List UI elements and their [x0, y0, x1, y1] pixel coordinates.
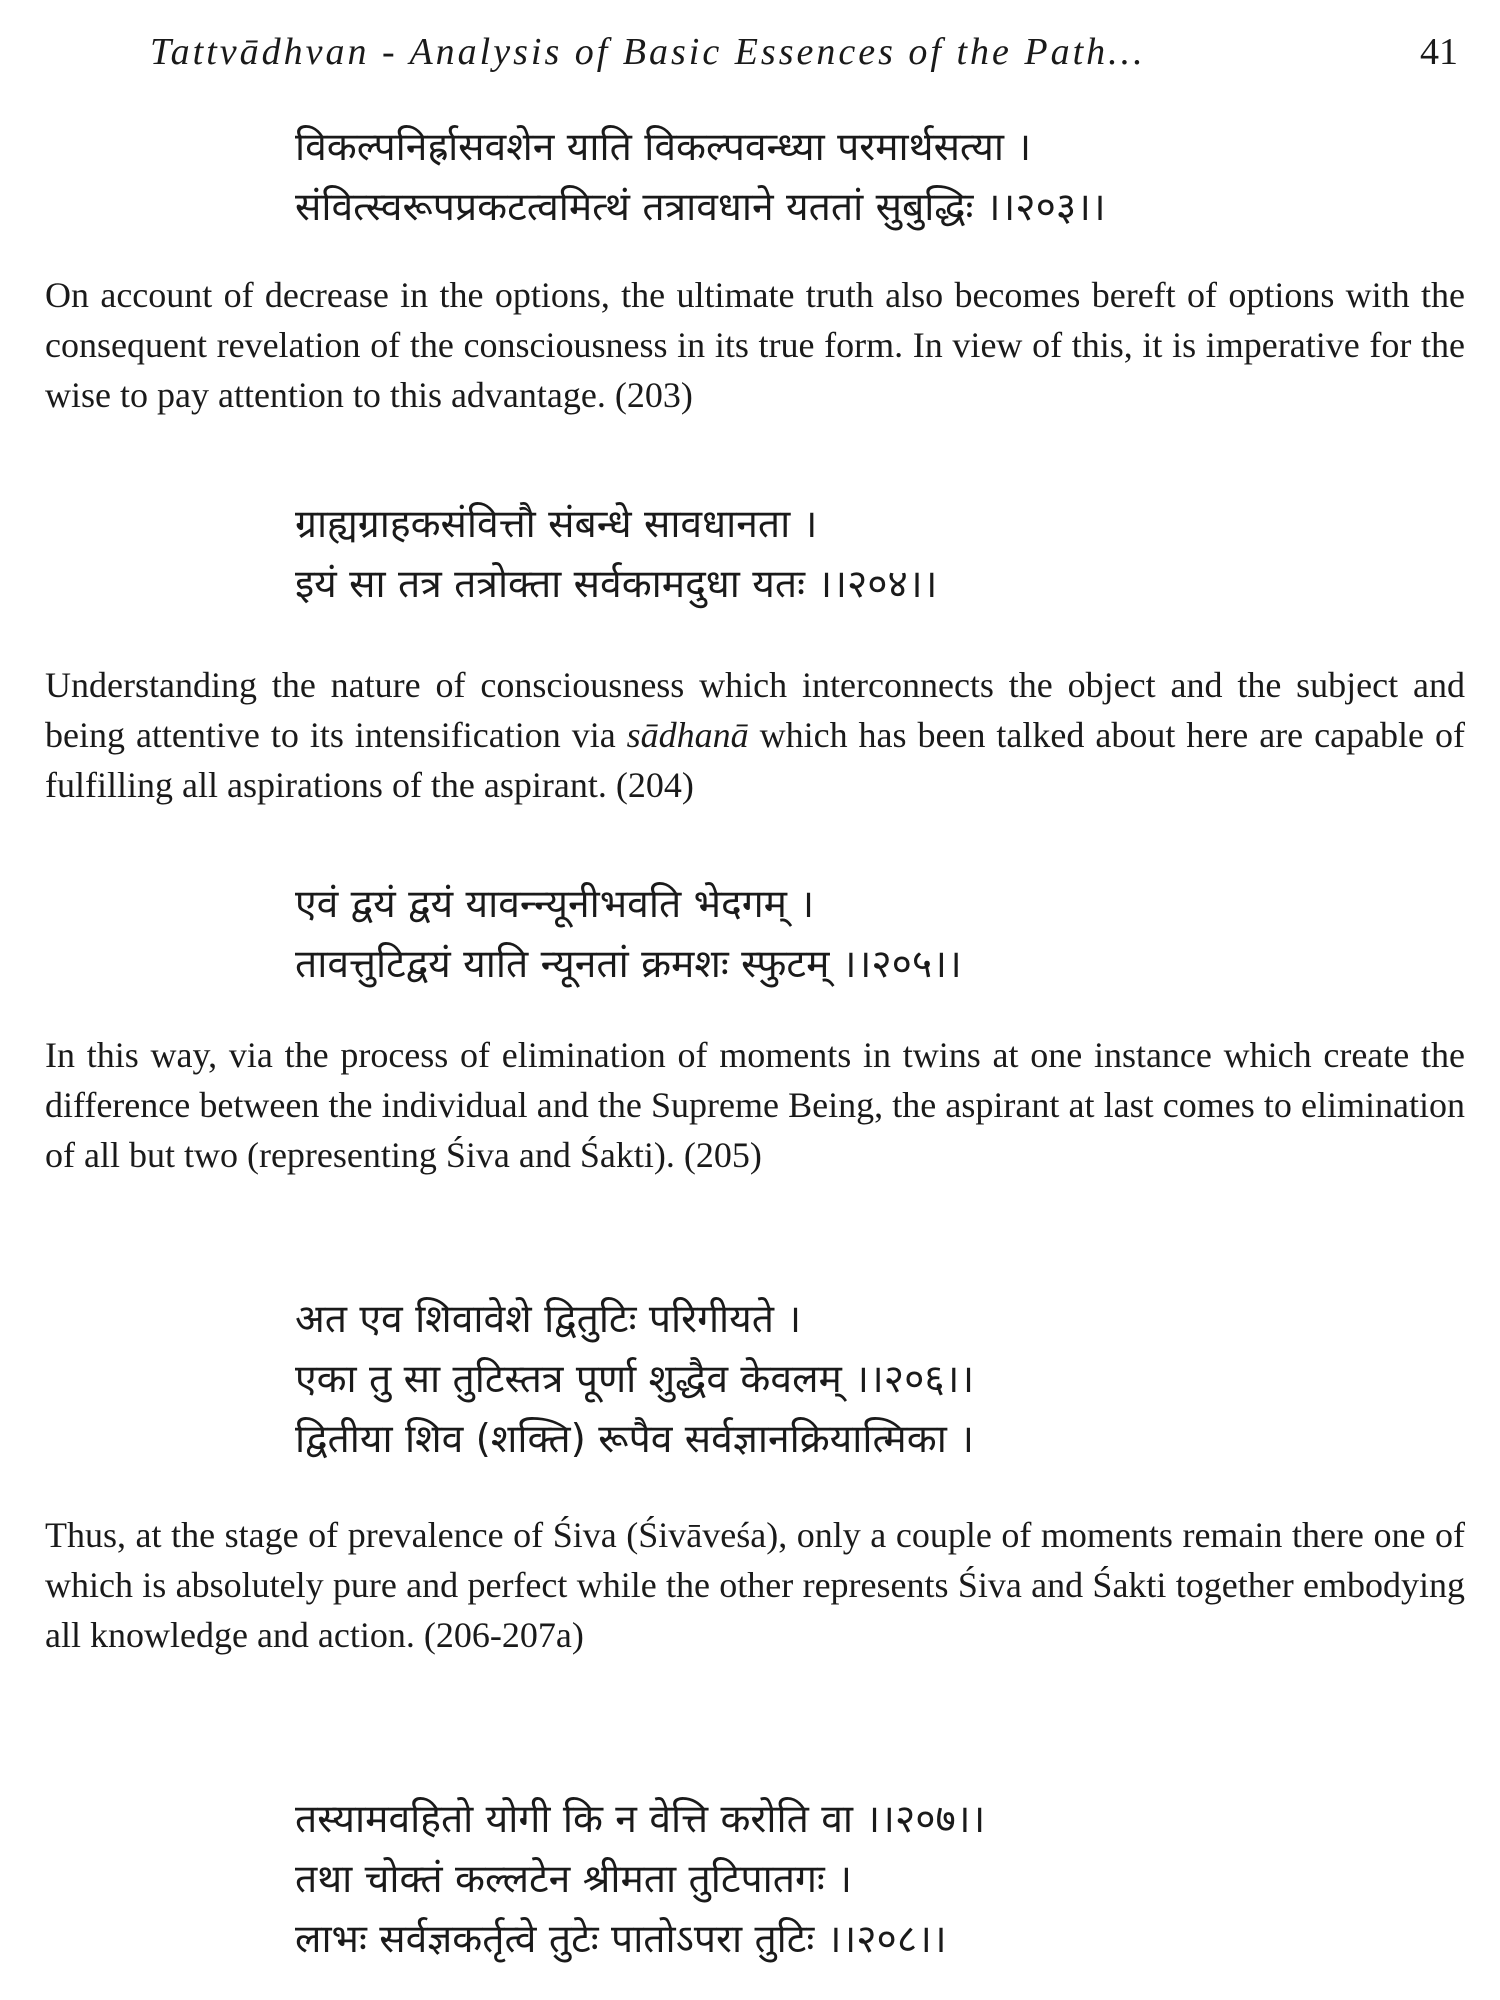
verse-line: एवं द्वयं द्वयं यावन्न्यूनीभवति भेदगम् ।: [295, 882, 815, 927]
verse-line: तथा चोक्तं कल्लटेन श्रीमता तुटिपातगः ।: [295, 1857, 852, 1902]
page-number: 41: [1420, 31, 1458, 73]
sanskrit-verse-203: [295, 118, 1106, 238]
verse-line: तावत्तुटिद्वयं याति न्यूनतां क्रमशः स्फुटम् ।।२०५।।: [295, 942, 962, 987]
translation-204: [45, 660, 1465, 810]
verse-line: अत एव शिवावेशे द्वितुटिः परिगीयते ।: [295, 1297, 802, 1342]
verse-line: ग्राह्यग्राहकसंवित्तौ संबन्धे सावधानता ।: [295, 502, 818, 547]
translation-204-part2: which has been talked about here are capable of fulfilling all aspirations of the aspirant. (204): [45, 715, 1465, 805]
sanskrit-verse-206: [295, 1290, 974, 1470]
verse-line: लाभः सर्वज्ञकर्तृत्वे तुटेः पातोऽपरा तुटिः ।।२०८।।: [295, 1917, 947, 1962]
translation-206: Thus, at the stage of prevalence of Śiva (Śivāveśa), only a couple of moments remain there one of which is absolutely pure and perfect while the other represents Śiva and Śakti together embodying all knowledge and action. (206-207a): [45, 1515, 1465, 1655]
translation-203: On account of decrease in the options, the ultimate truth also becomes bereft of options with the consequent revelation of the consciousness in its true form. In view of this, it is imperative for the wise to pay attention to this advantage. (203): [45, 275, 1465, 415]
sanskrit-verse-207-208: [295, 1790, 985, 1970]
sanskrit-verse-204: [295, 495, 937, 615]
translation-205: In this way, via the process of elimination of moments in twins at one instance which create the difference between the individual and the Supreme Being, the aspirant at last comes to elimination of all but two (representing Śiva and Śakti). (205): [45, 1035, 1465, 1175]
verse-line: इयं सा तत्र तत्रोक्ता सर्वकामदुधा यतः ।।२०४।।: [295, 562, 938, 607]
verse-line: संवित्स्वरूपप्रकटत्वमित्थं तत्रावधाने यततां सुबुद्धिः ।।२०३।।: [295, 185, 1106, 230]
sanskrit-verse-205: [295, 875, 962, 995]
term-sadhana: sādhanā: [626, 715, 749, 755]
verse-line: एका तु सा तुटिस्तत्र पूर्णा शुद्धैव केवलम् ।।२०६।।: [295, 1357, 975, 1402]
translation-204-part1: Understanding the nature of consciousness which interconnects the object and the subject and being attentive to its intensification via: [45, 665, 1465, 755]
verse-line: द्वितीया शिव (शक्ति) रूपैव सर्वज्ञानक्रियात्मिका ।: [295, 1417, 974, 1462]
verse-line: तस्यामवहितो योगी कि न वेत्ति करोति वा ।।२०७।।: [295, 1797, 986, 1842]
verse-line: विकल्पनिर्ह्रासवशेन याति विकल्पवन्ध्या परमार्थसत्या ।: [295, 125, 1032, 170]
running-head-title: Tattvādhvan - Analysis of Basic Essences of the Path...: [150, 31, 1146, 73]
